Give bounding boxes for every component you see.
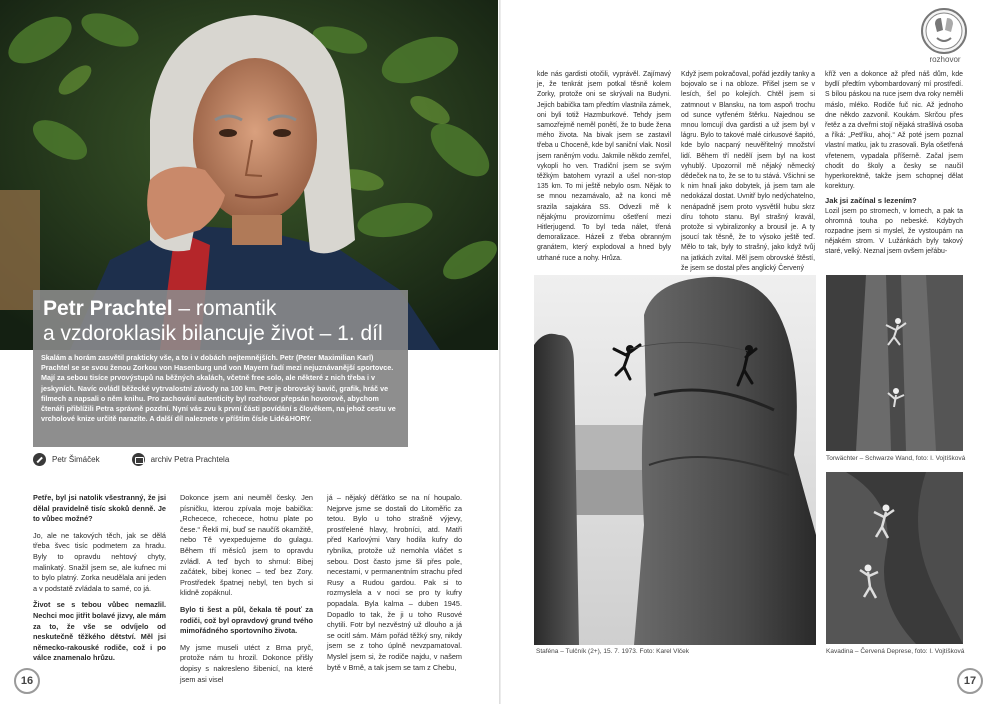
caption-bottom-right: Kavadina – Červená Deprese, foto: I. Vojtíšková	[826, 648, 965, 655]
interview-answer: My jsme museli utéct z Brna pryč, protože nám tu hrozil. Dokonce přišly dopisy s nakresleno šibenicí, na které jsem asi visel	[180, 642, 313, 684]
section-label: rozhovor	[929, 55, 961, 64]
climbing-photo-main	[534, 275, 816, 645]
credits-line	[33, 451, 229, 467]
right-column-2: Když jsem pokračoval, pořád jezdily tanky a bojovalo se i na obloze. Přišel jsem se v lesích, šel po kolejích. Chtěl jsem si zatmnout v Blansku, na tom aspoň trochu od sunce vytřeném štěrku. Najednou se mnou lomcují dva gardisti a už jsem byl v lágru. Bylo to takové malé cirkusové šapitó, kde bylo nacpaný neuvěřitelný množství lidí. Během tří nedělí jsem byl na kost vyhublý. Upozornil mě nějaký německý dědeček na to, že se to tu stává. Všichni se k nim hnali jako dobytek, já jsem tam ale nedokázal dostat. Uvnitř bylo nedýchatelno, nenápadně jsem proto vysvětlil hubu skrz díru tohoto stanu. Byl strašný kravál, protože si vybiralizonky a brousil je. A ty jsoucí tak těsně, že to výsoko ještě teď. Mělo to tak, byly to strašný, jako když tvůj na jatkách zvítal. Měl jsem obrovské štěstí, že jsem se dostal přes anglický Červený	[681, 71, 815, 272]
interview-answer: Jo, ale ne takových těch, jak se dělá třeba švec tisíc podmetem za hradu. Byly to opravdu nehtový chyty, malinkatý. Snažil jsem se, ale kufnec mi to bylo platný. Zorka neudělala ani jeden a v podstatě zvládala to samé, co já.	[33, 530, 166, 593]
page-number-right: 17	[957, 668, 983, 694]
climbing-photo-top-right	[826, 275, 963, 451]
right-column-3-text-a: kříž ven a dokonce až před náš dům, kde bydlí předtím vybombardovaný mí prostředí. S bílou páskou na ruce jsem dva roky neměli máslo, mléko. Rodiče fuč nic. Až jednoho dne někdo zazvonil. Koukám. Skrčou přes řetěz a za dveřmi stojí nějaká strašlivá osoba a říká: „Petříku, ahoj.“ Až poté jsem poznal vlastní matku, jak tu zrasovali. Byla ošetřená vřetenem, vypadala příšerně. Začal jsem chodit do školy a česky se naučil hyperkorektně, takže jsem schopnej dělat korektury.	[825, 71, 963, 191]
caption-main-photo: Staféna – Tulčník (2+), 15. 7. 1973. Foto: Karel Vlček	[536, 648, 690, 655]
rozhovor-logo	[921, 8, 967, 54]
climbing-photo-bottom-right	[826, 472, 963, 644]
intro-perex	[33, 350, 408, 447]
right-column-3	[825, 70, 963, 260]
interview-question: Petře, byl jsi natolik všestranný, že jsi dělal pravidelně tisíc skoků denně. Je to vůbec možné?	[33, 493, 166, 524]
interview-answer: Dokonce jsem ani neuměl česky. Jen písničku, kterou zpívala moje babička: „Rchecece, rchecece, hotnu plate po čese.“ Řekli mi, buď se naučíš okamžitě, nebo Tě vyexpedujeme do gulagu. Během tří měsíců jsem to opravdu zvládl. A teď bych to shrnul: Bibej začátek, bibej konec – teď bez Zory. Prostředek špatnej nebyl, ten bych si klidně zopáknul.	[180, 493, 313, 598]
subheading-climbing: Jak jsi začínal s lezením?	[825, 196, 917, 206]
right-column-3-text-b: Lozil jsem po stromech, v lomech, a pak ta ohromná touha po nebeské. Kdybych rozpadne jsem si myslel, že vystoupám na nějakém strom. V Lužánkách byly takový staré, velký. Neznal jsem ovšem jeřábu-	[825, 207, 963, 256]
title-line-2: a vzdoroklasik bilancuje život – 1. díl	[43, 322, 383, 345]
title-name: Petr Prachtel	[43, 297, 173, 320]
interview-question: Život se s tebou vůbec nemazlil. Nechci moc jitřit bolavé jizvy, ale mám za to, že vše se odvíjelo od neskutečně těžkého dětství. Měl jsi německo-rakouské rodiče, což i po válce znamenalo hrůzu.	[33, 600, 166, 663]
right-column-1: kde nás gardisti otočili, vyprávěl. Zajímavý je, že tenkrát jsem potkal těsně kolem Zorky, protože oni se skrývali na Budyni. Jejich babička tam předtím vlastnila zámek, oni byli totiž Hazmburkové. Tehdy jsem samozřejmě neměl ponětí, že to bude žena mého života. Na bivak jsem se zastavil třeba u Choceně, kde byl saniční vlak. Nosil jsem raněným vodu. Jakmile někdo zemřel, vykopli ho ven. Tradiční jsem se svým těžkým batohem vyrazil a ušel non-stop 135 km. To mi ještě nebylo osm. Nějak to se mnou nezamávalo, až na konci mě srazila sajakára SS. Odvezli mě k nějakýmu provizornímu ošetření mezi Hitlerjugend. To byl teda nálet, třená demoralizace. Házeli z třeba obranným granátem, který explodoval a hned byly utrhané ruce a nohy. Hrůza.	[537, 71, 671, 262]
interview-question: Bylo ti šest a půl, čekala tě pouť za rodiči, což byl opravdový grund tvého mimořádného sportovního života.	[180, 604, 313, 636]
left-column-1	[33, 493, 166, 664]
pen-icon	[33, 453, 46, 466]
left-column-2	[180, 493, 313, 685]
caption-top-right: Torwächter – Schwarze Wand, foto: I. Vojtíšková	[826, 455, 966, 462]
credit-photo: archiv Petra Prachtela	[150, 454, 230, 464]
interview-answer: já – nějaký děťátko se na ní houpalo. Nejprve jsme se dostali do Litoměřic za tetou. Bylo u toho strašně výjevy, prostřelené hlavy, hrobníci, atd. Matři před Karlovými Vary hodila kufry do rybníka, protože už nemohla vláčet s sebou. Dost často jsme šli přes pole, necestami, v permanentním strachu před Rusy a Rudou gardou. Pak si to rozmyslela a v noci se pro ty kufry popadala. Byla kalma – duben 1945. Dopadlo to tak, že ji u toho Rusové chytili. Fotr byl nezvěstný už dlouho a já se ocitl sám. Mám pořád těžký sny, nikdy jsem se z toho úplně nevzpamatoval. Myslel jsem si, že rodiče najdu, v našem bytě v Brně, a tak jsem se tam z Chebu,	[327, 493, 462, 672]
left-column-3	[327, 493, 462, 673]
intro-text: Skalám a horám zasvětil prakticky vše, a to i v dobách nejtemnějších. Petr (Peter Maximilian Karl) Prachtel se se svou ženou Zorkou von Hasenburg und von Mayern řadí mezi nejuznávanější sportovce. Mají za sebou tisíce prvovýstupů na běžných skalách, včetně free solo, ale některé z nich třeba i v jeskyních. Navíc ovládl běžecké vytrvalostní závody na 100 km. Petr je obrovský bavič, grafik, hráč ve filmech a napsali o něm knihu. Pro zachování autenticity byl rozhovor přepsán hovorově, abychom čtenáři přiblížili Petra správně pozdní. Nyní vás zvu k první části povídání s člověkem, na jehož cestu ve vrcholové knize určitě narazíte. A další díl naleznete v příštím čísle Lidé&HORY.	[41, 353, 396, 424]
title-rest: – romantik	[172, 297, 277, 320]
page-gutter	[499, 0, 501, 704]
page-number-left: 16	[14, 668, 40, 694]
camera-icon	[132, 453, 145, 466]
credit-author: Petr Šimáček	[52, 454, 100, 464]
article-title	[33, 290, 408, 350]
